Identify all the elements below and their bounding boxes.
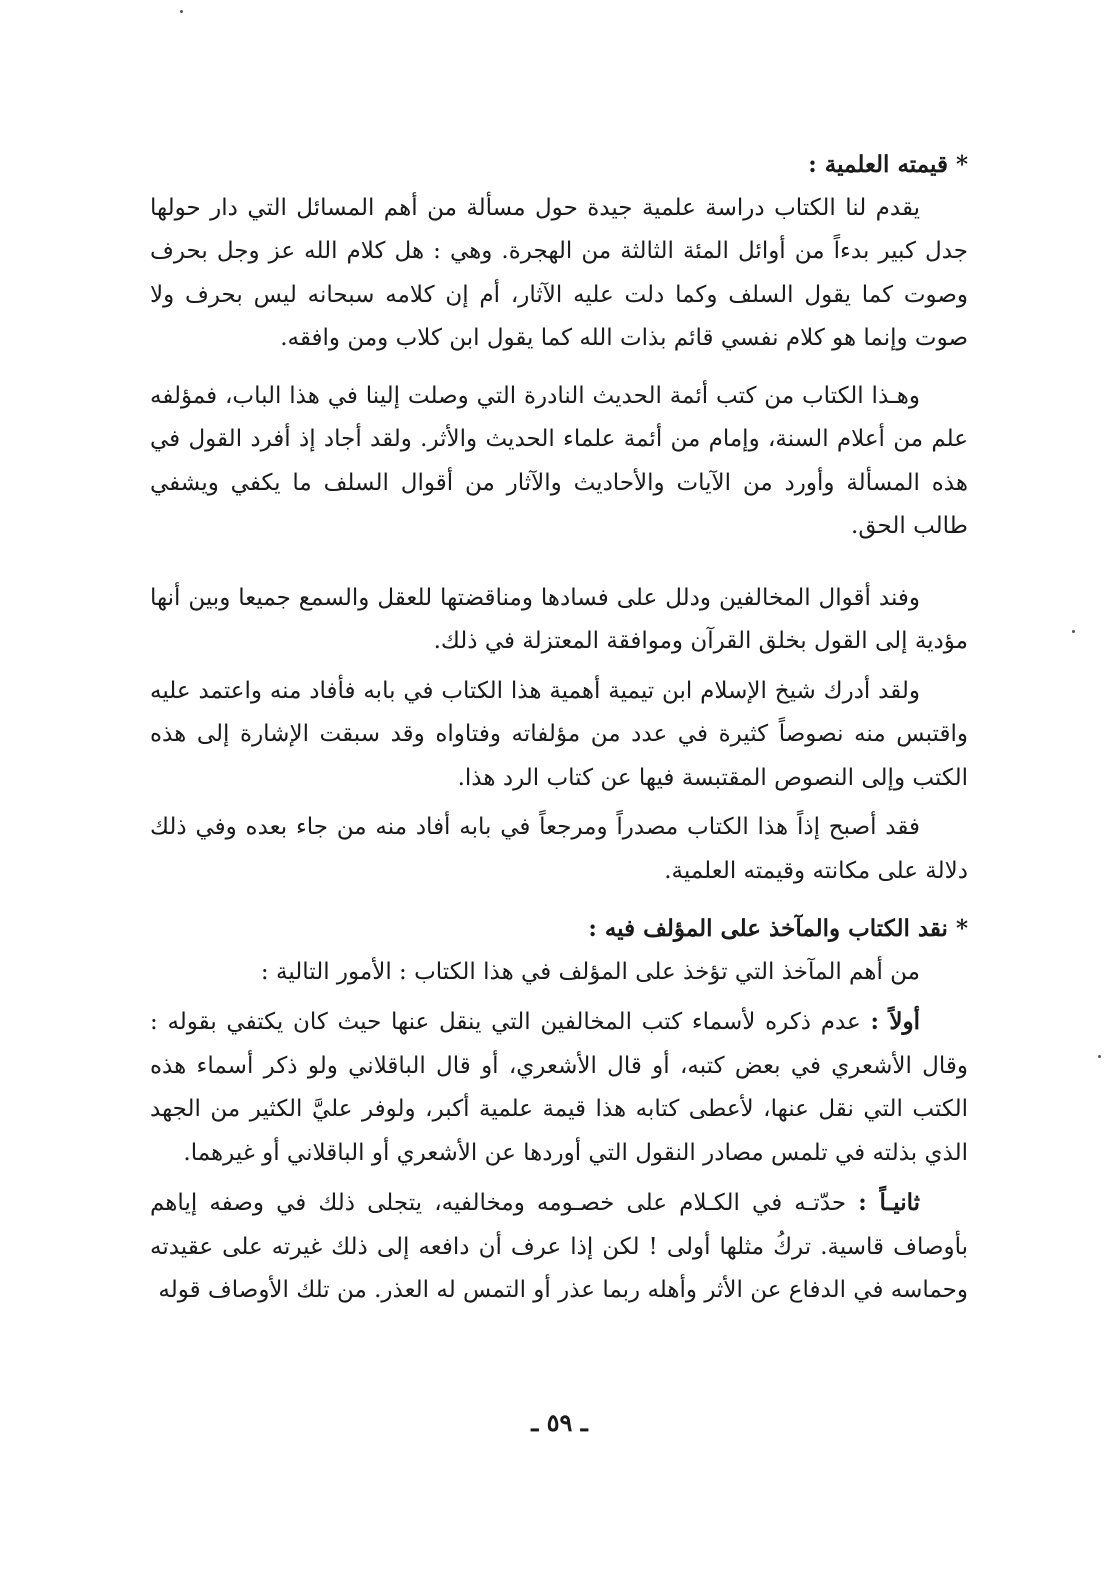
page-number: ـ ٥٩ ـ (531, 1408, 588, 1437)
paragraph-5: فقد أصبح إذاً هذا الكتاب مصدراً ومرجعاً في بابه أفاد منه من جاء بعده وفي ذلك دلالة على مكانته وقيمته العلمية. (150, 814, 968, 884)
speck-mark (1072, 630, 1075, 633)
paragraph-1: يقدم لنا الكتاب دراسة علمية جيدة حول مسألة من أهم المسائل التي دار حولها جدل كبير بدءاً من أوائل المئة الثالثة من الهجرة. وهي : هل كلام الله عز وجل بحرف وصوت كما يقول السلف وكما دلت عليه الآثار، أم إن كلامه سبحانه ليس بحرف ولا صوت وإنما هو كلام نفسي قائم بذات الله كما يقول ابن كلاب ومن وافقه. (150, 194, 968, 351)
second-point-label: ثانيـاً : (858, 1189, 921, 1216)
section-heading-value: * قيمته العلمية : (808, 151, 968, 178)
page-body (150, 143, 968, 1313)
section-heading-critique: * نقد الكتاب والمآخذ على المؤلف فيه : (588, 915, 968, 942)
paragraph-second-point (150, 1181, 968, 1313)
second-point-text: حدّتـه في الكـلام على خصـومه ومخالفيه، يتجلى ذلك في وصفه إياهم بأوصاف قاسية. تركُ مثلها أولى ! لكن إذا عرف أن دافعه إلى ذلك غيرته على عقيدته وحماسه في الدفاع عن الأثر وأهله ربما عذر أو التمس له العذر. من تلك الأوصاف قوله (150, 1190, 968, 1303)
paragraph-2: وهـذا الكتاب من كتب أئمة الحديث النادرة التي وصلت إلينا في هذا الباب، فمؤلفه علم من أعلام السنة، وإمام من أئمة علماء الحديث والأثر. ولقد أجاد إذ أفرد القول في هذه المسألة وأورد من الآيات والأحاديث والآثار من أقوال السلف ما يكفي ويشفي طالب الحق. (150, 382, 968, 539)
speck-mark (1098, 1055, 1101, 1058)
paragraph-3: وفند أقوال المخالفين ودلل على فسادها ومناقضتها للعقل والسمع جميعا وبين أنها مؤدية إلى القول بخلق القرآن وموافقة المعتزلة في ذلك. (150, 584, 968, 654)
first-point-label: أولاً : (870, 1008, 920, 1035)
first-point-text: عدم ذكره لأسماء كتب المخالفين التي ينقل عنها حيث كان يكتفي بقوله : وقال الأشعري في بعض كتبه، أو قال الأشعري، أو قال الباقلاني ولو ذكر أسماء هذه الكتب التي نقل عنها، لأعطى كتابه هذا قيمة علمية أكبر، ولوفر عليَّ الكثير من الجهد الذي بذلته في تلمس مصادر النقول التي أوردها عن الأشعري أو الباقلاني أو غيرهما. (150, 1009, 968, 1166)
paragraph-critique-intro: من أهم المآخذ التي تؤخذ على المؤلف في هذا الكتاب : الأمور التالية : (260, 958, 920, 985)
paragraph-4: ولقد أدرك شيخ الإسلام ابن تيمية أهمية هذا الكتاب في بابه فأفاد منه واعتمد عليه واقتبس منه نصوصاً كثيرة في عدد من مؤلفاته وفتاواه وقد سبقت الإشارة إلى هذه الكتب وإلى النصوص المقتبسة فيها عن كتاب الرد هذا. (150, 677, 968, 791)
speck-mark (180, 10, 183, 13)
paragraph-first-point (150, 1000, 968, 1175)
